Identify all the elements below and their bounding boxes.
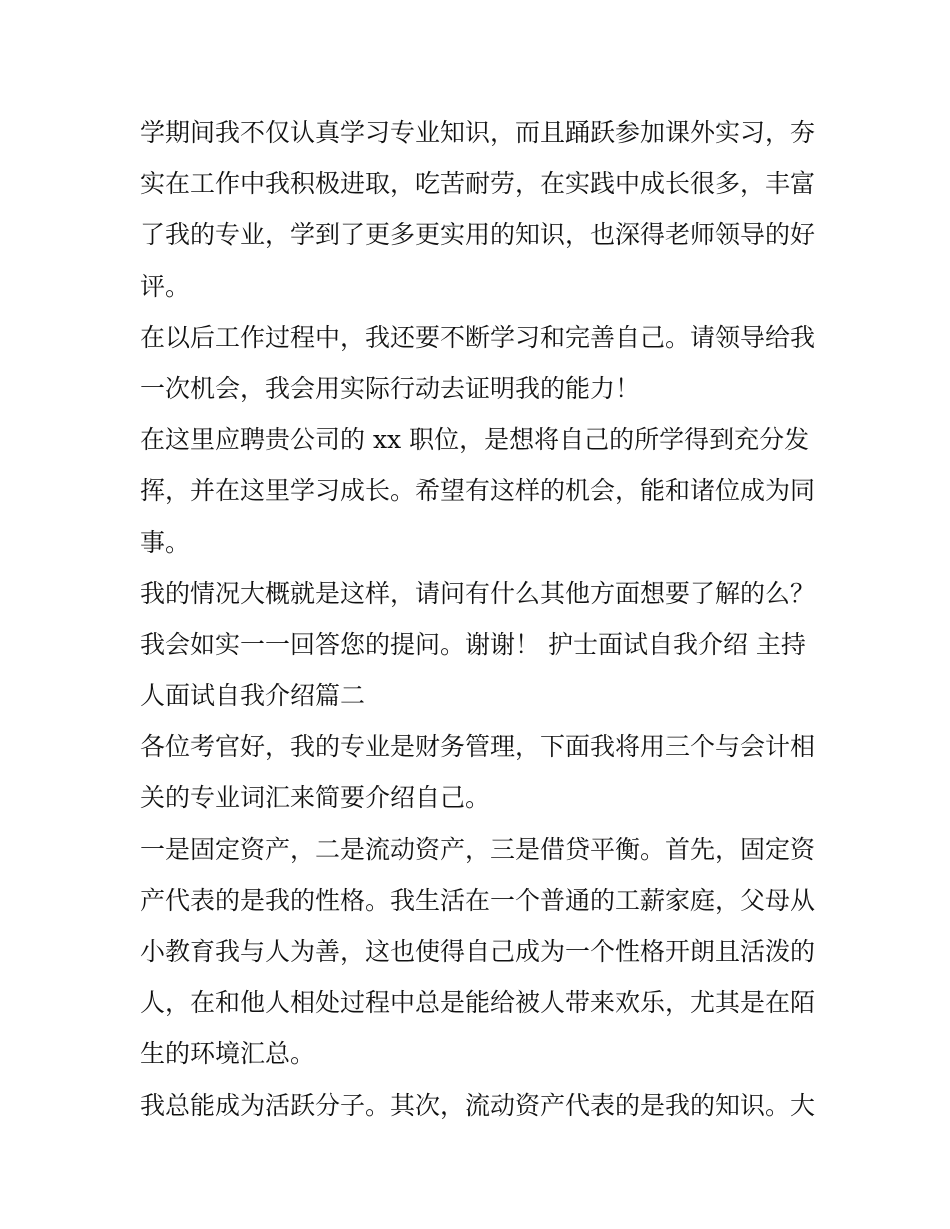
text-line: 我的情况大概就是这样，请问有什么其他方面想要了解的么？ bbox=[140, 578, 816, 608]
text-line: 生的环境汇总。 bbox=[140, 1039, 316, 1069]
text-line: 学期间我不仅认真学习专业知识，而且踊跃参加课外实习，夯 bbox=[140, 118, 816, 147]
text-line: 人，在和他人相处过程中总是能给被人带来欢乐，尤其是在陌 bbox=[140, 988, 816, 1018]
text-line: 各位考官好，我的专业是财务管理，下面我将用三个与会计相 bbox=[140, 732, 816, 762]
text-line: 我会如实一一回答您的提问。谢谢！ 护士面试自我介绍 主持 bbox=[140, 629, 806, 659]
text-line: 一是固定资产，二是流动资产，三是借贷平衡。首先，固定资 bbox=[140, 834, 816, 864]
text-line: 人面试自我介绍篇二 bbox=[140, 681, 366, 711]
text-line: 关的专业词汇来简要介绍自己。 bbox=[140, 783, 491, 813]
text-line: 产代表的是我的性格。我生活在一个普通的工薪家庭，父母从 bbox=[140, 885, 816, 915]
text-line: 在以后工作过程中，我还要不断学习和完善自己。请领导给我 bbox=[140, 322, 816, 352]
text-line: 一次机会，我会用实际行动去证明我的能力！ bbox=[140, 373, 641, 403]
text-line: 评。 bbox=[140, 271, 191, 301]
text-line: 了我的专业，学到了更多更实用的知识，也深得老师领导的好 bbox=[140, 220, 816, 250]
body-text bbox=[140, 107, 820, 1131]
text-line: 挥，并在这里学习成长。希望有这样的机会，能和诸位成为同 bbox=[140, 476, 816, 506]
text-line: 我总能成为活跃分子。其次，流动资产代表的是我的知识。大 bbox=[140, 1090, 816, 1120]
text-line: 事。 bbox=[140, 527, 191, 557]
text-line: 实在工作中我积极进取，吃苦耐劳，在实践中成长很多，丰富 bbox=[140, 169, 816, 199]
text-line: 小教育我与人为善，这也使得自己成为一个性格开朗且活泼的 bbox=[140, 937, 816, 966]
text-line: 在这里应聘贵公司的 xx 职位，是想将自己的所学得到充分发 bbox=[140, 425, 810, 455]
